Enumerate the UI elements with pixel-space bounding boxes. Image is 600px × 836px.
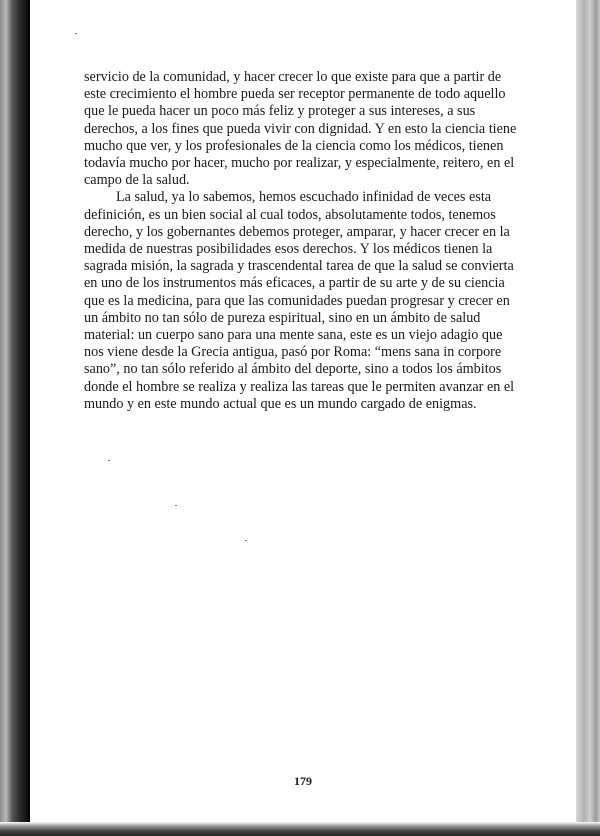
- scan-speck: [75, 33, 77, 34]
- paragraph-2: La salud, ya lo sabemos, hemos escuchado infinidad de veces esta definición, es un bien social al cual todos, absolutamente todos, tenemos derecho, y los gobernantes debemos proteger, amparar, y hacer crecer en la medida de nuestras posibilidades esos derechos. Y los médicos tienen la sagrada misión, la sagrada y trascendental tarea de que la salud se convierta en uno de los instrumentos más eficaces, a partir de su arte y de su ciencia que es la medicina, para que las comunidades puedan progresar y crecer en un ámbito no tan sólo de pureza espiritual, sino en un ámbito de salud material: un cuerpo sano para una mente sana, este es un viejo adagio que nos viene desde la Grecia antigua, pasó por Roma: “mens sana in corpore sano”, no tan sólo referido al ámbito del deporte, sino a todos los ámbitos donde el hombre se realiza y realiza las tareas que le permiten avanzar en el mundo y en este mundo actual que es un mundo cargado de enigmas.: [84, 189, 515, 412]
- bottom-page-edge: [0, 822, 600, 836]
- body-text: [84, 69, 520, 413]
- page-sheet: [30, 0, 576, 822]
- left-binding-edge: [0, 0, 30, 836]
- right-page-edge: [576, 0, 600, 836]
- paragraph-1: servicio de la comunidad, y hacer crecer lo que existe para que a partir de este crecimiento el hombre pueda ser receptor permanente de todo aquello que le pueda hacer un poco más feliz y proteger a sus intereses, a sus derechos, a los fines que pueda vivir con dignidad. Y en esto la ciencia tiene mucho que ver, y los profesionales de la ciencia como los médicos, tienen todavía mucho por hacer, mucho por realizar, y especialmente, reitero, en el campo de la salud.: [84, 69, 517, 189]
- scan-speck: [175, 505, 177, 506]
- page-number: 179: [294, 774, 312, 788]
- scan-speck: [245, 540, 247, 541]
- scan-speck: [108, 460, 110, 461]
